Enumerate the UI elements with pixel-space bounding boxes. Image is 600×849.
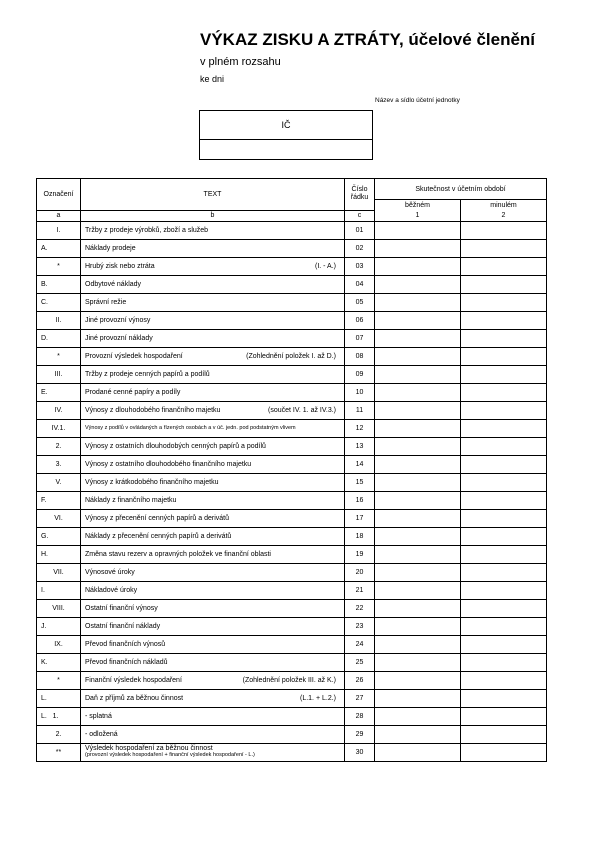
current-period-field[interactable] (375, 257, 461, 275)
row-number: 19 (345, 545, 375, 563)
row-text: Převod finančních nákladů (85, 658, 168, 666)
current-period-field[interactable] (375, 239, 461, 257)
row-text: Výnosy z dlouhodobého finančního majetku (85, 406, 221, 414)
row-number: 30 (345, 743, 375, 761)
row-number: 22 (345, 599, 375, 617)
ic-box (199, 110, 373, 160)
row-text-cell (81, 473, 345, 491)
row-mark: E. (37, 383, 81, 401)
row-mark: 2. (37, 725, 81, 743)
row-text-cell (81, 581, 345, 599)
current-period-field[interactable] (375, 689, 461, 707)
previous-period-field[interactable] (461, 743, 547, 761)
table-row (37, 635, 547, 653)
current-period-field[interactable] (375, 653, 461, 671)
table-row (37, 437, 547, 455)
table-row (37, 581, 547, 599)
previous-period-field[interactable] (461, 311, 547, 329)
row-text: - splatná (85, 712, 112, 720)
row-number: 03 (345, 257, 375, 275)
row-mark: G. (37, 527, 81, 545)
table-row (37, 401, 547, 419)
row-number: 24 (345, 635, 375, 653)
previous-period-field[interactable] (461, 293, 547, 311)
row-text-cell (81, 689, 345, 707)
row-text: Hrubý zisk nebo ztráta (85, 262, 155, 270)
table-row (37, 563, 547, 581)
current-period-field[interactable] (375, 671, 461, 689)
previous-period-field[interactable] (461, 527, 547, 545)
table-row (37, 221, 547, 239)
row-text-cell (81, 725, 345, 743)
previous-period-field[interactable] (461, 707, 547, 725)
current-period-field[interactable] (375, 473, 461, 491)
table-row (37, 689, 547, 707)
row-mark: * (37, 257, 81, 275)
table-row (37, 257, 547, 275)
row-text: Výnosy z ostatního dlouhodobého finančního majetku (85, 460, 252, 468)
statement-title: VÝKAZ ZISKU A ZTRÁTY, účelové členění (200, 30, 536, 49)
row-number: 09 (345, 365, 375, 383)
current-period-field[interactable] (375, 275, 461, 293)
row-text-cell (81, 743, 345, 761)
row-mark: B. (37, 275, 81, 293)
table-row (37, 293, 547, 311)
row-mark: IV. (37, 401, 81, 419)
row-text: Prodané cenné papíry a podíly (85, 388, 181, 396)
row-text-cell (81, 707, 345, 725)
row-mark: L. 1. (37, 707, 81, 725)
table-row (37, 671, 547, 689)
row-text-cell (81, 545, 345, 563)
row-number: 20 (345, 563, 375, 581)
row-note: (Zohlednění položek I. až D.) (246, 352, 336, 360)
ic-field[interactable] (200, 111, 372, 140)
row-number: 29 (345, 725, 375, 743)
row-text: Výnosy z podílů v ovládaných a řízených osobách a v úč. jedn. pod podstatným vlivem (85, 424, 296, 431)
table-row (37, 509, 547, 527)
table-row (37, 311, 547, 329)
letters-row (37, 210, 547, 221)
row-note: (provozní výsledek hospodaření + finanční výsledek hospodaření - L.) (85, 752, 255, 758)
row-number: 28 (345, 707, 375, 725)
ic-label: IČ (281, 120, 291, 130)
row-text-cell (81, 671, 345, 689)
row-text-cell (81, 509, 345, 527)
previous-period-field[interactable] (461, 581, 547, 599)
table-row (37, 545, 547, 563)
row-number: 15 (345, 473, 375, 491)
table-row (37, 491, 547, 509)
current-period-field[interactable] (375, 455, 461, 473)
col-mark-header: Označení (37, 179, 81, 211)
row-note: (L.1. + L.2.) (300, 694, 336, 702)
row-text: Výnosové úroky (85, 568, 135, 576)
table-row (37, 527, 547, 545)
current-period-field[interactable] (375, 635, 461, 653)
row-number: 12 (345, 419, 375, 437)
current-period-field[interactable] (375, 347, 461, 365)
col-row-no-header: Číslo řádku (345, 179, 375, 211)
table-row (37, 455, 547, 473)
table-row (37, 275, 547, 293)
row-text-cell (81, 527, 345, 545)
row-number: 23 (345, 617, 375, 635)
table-row (37, 617, 547, 635)
row-text-cell (81, 617, 345, 635)
previous-period-field[interactable] (461, 455, 547, 473)
row-text: Náklady z finančního majetku (85, 496, 177, 504)
previous-period-field[interactable] (461, 491, 547, 509)
table-row (37, 599, 547, 617)
row-text-cell (81, 275, 345, 293)
previous-period-field[interactable] (461, 635, 547, 653)
row-mark: J. (37, 617, 81, 635)
row-text: Jiné provozní náklady (85, 334, 153, 342)
previous-period-field[interactable] (461, 437, 547, 455)
current-period-field[interactable] (375, 329, 461, 347)
row-mark: V. (37, 473, 81, 491)
row-note: (součet IV. 1. až IV.3.) (268, 406, 336, 414)
table-row (37, 347, 547, 365)
row-text: Daň z příjmů za běžnou činnost (85, 694, 184, 702)
current-period-field[interactable] (375, 743, 461, 761)
row-text: Změna stavu rezerv a opravných položek ve finanční oblasti (85, 550, 271, 558)
row-mark: L. (37, 689, 81, 707)
previous-period-field[interactable] (461, 257, 547, 275)
row-text-cell (81, 419, 345, 437)
current-period-field[interactable] (375, 401, 461, 419)
row-number: 06 (345, 311, 375, 329)
row-number: 18 (345, 527, 375, 545)
row-mark: 3. (37, 455, 81, 473)
row-mark: C. (37, 293, 81, 311)
row-text-cell (81, 329, 345, 347)
row-mark: I. (37, 581, 81, 599)
table-row (37, 653, 547, 671)
current-period-field[interactable] (375, 563, 461, 581)
current-period-field[interactable] (375, 365, 461, 383)
row-mark: H. (37, 545, 81, 563)
row-mark: 2. (37, 437, 81, 455)
row-mark: * (37, 671, 81, 689)
row-mark: VIII. (37, 599, 81, 617)
previous-period-field[interactable] (461, 221, 547, 239)
col-previous-header: minulém (461, 200, 547, 211)
table-row (37, 725, 547, 743)
row-text: Odbytové náklady (85, 280, 142, 288)
row-mark: * (37, 347, 81, 365)
row-text: Ostatní finanční náklady (85, 622, 161, 630)
previous-period-field[interactable] (461, 365, 547, 383)
row-text: Náklady prodeje (85, 244, 136, 252)
row-mark: VI. (37, 509, 81, 527)
letter-c: c (345, 210, 375, 221)
col-previous-no: 2 (461, 210, 547, 221)
current-period-field[interactable] (375, 419, 461, 437)
current-period-field[interactable] (375, 491, 461, 509)
row-number: 11 (345, 401, 375, 419)
row-number: 27 (345, 689, 375, 707)
current-period-field[interactable] (375, 293, 461, 311)
current-period-field[interactable] (375, 707, 461, 725)
current-period-field[interactable] (375, 725, 461, 743)
row-text: Správní režie (85, 298, 127, 306)
row-mark: III. (37, 365, 81, 383)
row-mark: ** (37, 743, 81, 761)
row-number: 05 (345, 293, 375, 311)
col-actual-header: Skutečnost v účetním období (375, 179, 547, 200)
previous-period-field[interactable] (461, 275, 547, 293)
row-text-cell (81, 563, 345, 581)
row-mark: I. (37, 221, 81, 239)
row-text: Ostatní finanční výnosy (85, 604, 158, 612)
income-statement-table (36, 178, 547, 762)
previous-period-field[interactable] (461, 689, 547, 707)
previous-period-field[interactable] (461, 329, 547, 347)
previous-period-field[interactable] (461, 563, 547, 581)
previous-period-field[interactable] (461, 419, 547, 437)
previous-period-field[interactable] (461, 383, 547, 401)
current-period-field[interactable] (375, 221, 461, 239)
row-text: Nákladové úroky (85, 586, 138, 594)
current-period-field[interactable] (375, 581, 461, 599)
row-number: 13 (345, 437, 375, 455)
row-mark: II. (37, 311, 81, 329)
row-text: Tržby z prodeje cenných papírů a podílů (85, 370, 210, 378)
row-text-cell (81, 311, 345, 329)
row-number: 16 (345, 491, 375, 509)
row-text: Výsledek hospodaření za běžnou činnost (85, 745, 213, 752)
previous-period-field[interactable] (461, 347, 547, 365)
date-label: ke dni (200, 74, 225, 84)
row-text-cell (81, 599, 345, 617)
previous-period-field[interactable] (461, 509, 547, 527)
row-text: Náklady z přecenění cenných papírů a derivátů (85, 532, 232, 540)
row-text-cell (81, 383, 345, 401)
table-row (37, 707, 547, 725)
row-text: Finanční výsledek hospodaření (85, 676, 182, 684)
row-text: Provozní výsledek hospodaření (85, 352, 183, 360)
table-row (37, 473, 547, 491)
table-row (37, 743, 547, 761)
previous-period-field[interactable] (461, 545, 547, 563)
row-text-cell (81, 653, 345, 671)
header-row (37, 179, 547, 200)
row-text-cell (81, 455, 345, 473)
current-period-field[interactable] (375, 527, 461, 545)
row-number: 14 (345, 455, 375, 473)
col-current-header: běžném (375, 200, 461, 211)
table-row (37, 239, 547, 257)
row-text-cell (81, 293, 345, 311)
row-text: Převod finančních výnosů (85, 640, 166, 648)
current-period-field[interactable] (375, 599, 461, 617)
entity-name-label: Název a sídlo účetní jednotky (375, 97, 460, 104)
table-row (37, 329, 547, 347)
row-note: (I. - A.) (315, 262, 336, 270)
previous-period-field[interactable] (461, 617, 547, 635)
row-number: 02 (345, 239, 375, 257)
row-text-cell (81, 347, 345, 365)
row-mark: K. (37, 653, 81, 671)
previous-period-field[interactable] (461, 239, 547, 257)
current-period-field[interactable] (375, 617, 461, 635)
ic-value-field[interactable] (200, 140, 372, 161)
row-text: - odložená (85, 730, 118, 738)
row-mark: IV.1. (37, 419, 81, 437)
letter-b: b (81, 210, 345, 221)
row-text: Jiné provozní výnosy (85, 316, 151, 324)
row-mark: IX. (37, 635, 81, 653)
current-period-field[interactable] (375, 311, 461, 329)
letter-a: a (37, 210, 81, 221)
row-text-cell (81, 365, 345, 383)
row-text-cell (81, 221, 345, 239)
current-period-field[interactable] (375, 545, 461, 563)
table-row (37, 365, 547, 383)
row-number: 10 (345, 383, 375, 401)
row-text-cell (81, 437, 345, 455)
statement-scope: v plném rozsahu (200, 56, 281, 68)
row-mark: A. (37, 239, 81, 257)
row-number: 25 (345, 653, 375, 671)
current-period-field[interactable] (375, 437, 461, 455)
current-period-field[interactable] (375, 509, 461, 527)
row-number: 17 (345, 509, 375, 527)
row-number: 08 (345, 347, 375, 365)
previous-period-field[interactable] (461, 653, 547, 671)
row-text: Výnosy z ostatních dlouhodobých cenných papírů a podílů (85, 442, 266, 450)
row-text: Výnosy z přecenění cenných papírů a derivátů (85, 514, 229, 522)
current-period-field[interactable] (375, 383, 461, 401)
row-mark: D. (37, 329, 81, 347)
row-text-cell (81, 491, 345, 509)
previous-period-field[interactable] (461, 599, 547, 617)
row-text: Tržby z prodeje výrobků, zboží a služeb (85, 226, 209, 234)
previous-period-field[interactable] (461, 401, 547, 419)
row-mark: VII. (37, 563, 81, 581)
row-number: 07 (345, 329, 375, 347)
row-text-cell (81, 635, 345, 653)
row-number: 21 (345, 581, 375, 599)
row-text-cell (81, 239, 345, 257)
row-text-cell (81, 401, 345, 419)
row-number: 26 (345, 671, 375, 689)
row-text: Výnosy z krátkodobého finančního majetku (85, 478, 219, 486)
col-current-no: 1 (375, 210, 461, 221)
table-row (37, 383, 547, 401)
previous-period-field[interactable] (461, 725, 547, 743)
row-number: 04 (345, 275, 375, 293)
row-number: 01 (345, 221, 375, 239)
row-text-cell (81, 257, 345, 275)
previous-period-field[interactable] (461, 473, 547, 491)
row-note: (Zohlednění položek III. až K.) (242, 676, 336, 684)
previous-period-field[interactable] (461, 671, 547, 689)
table-row (37, 419, 547, 437)
col-text-header: TEXT (81, 179, 345, 211)
row-mark: F. (37, 491, 81, 509)
